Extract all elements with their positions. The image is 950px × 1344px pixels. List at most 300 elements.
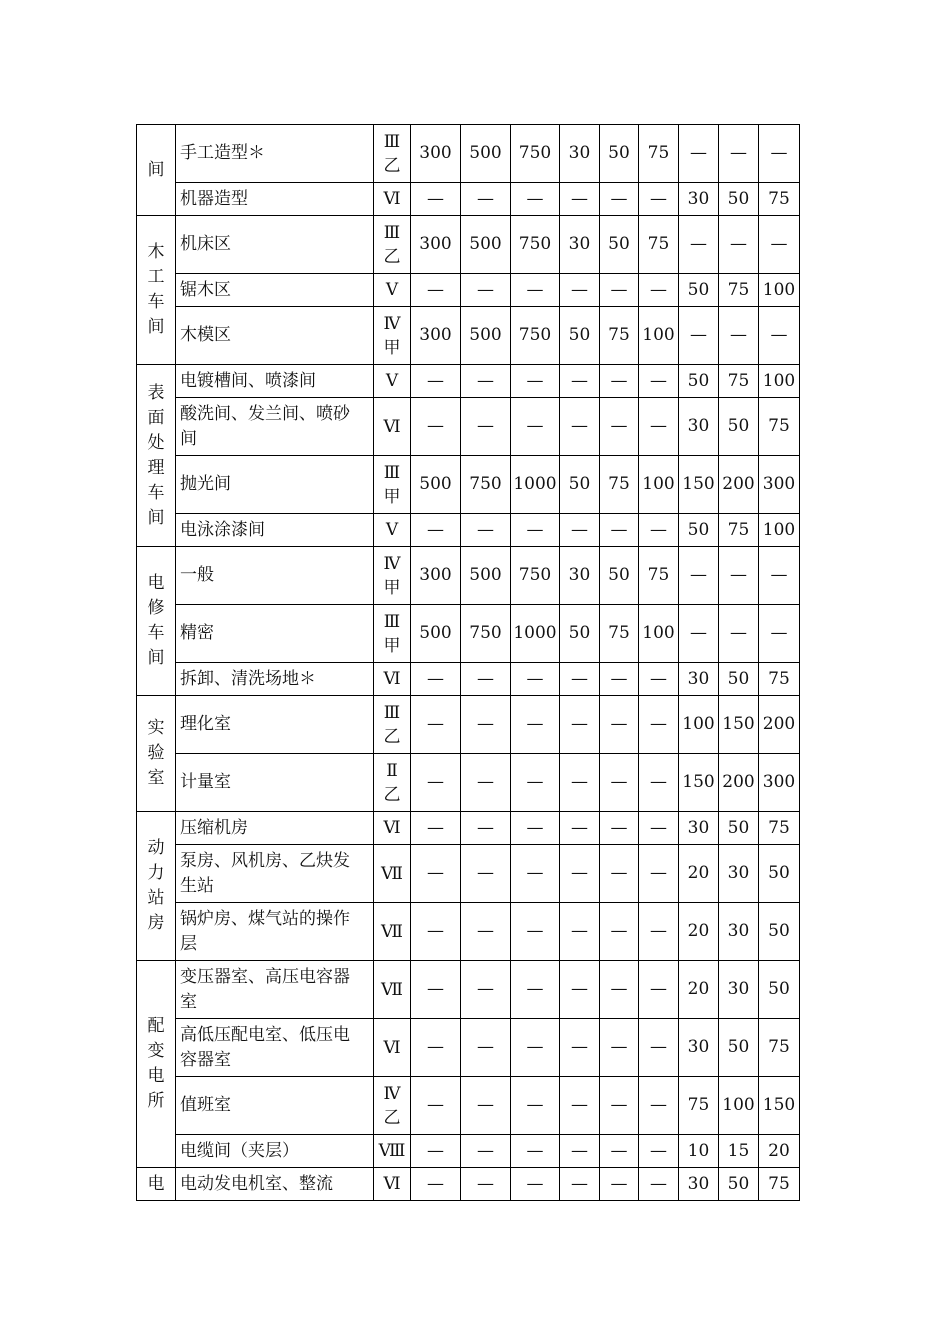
illuminance-value-cell: 30 bbox=[719, 845, 759, 903]
illuminance-value-cell: 75 bbox=[759, 183, 800, 216]
illuminance-value-cell: — bbox=[719, 307, 759, 365]
level-line: 甲 bbox=[383, 337, 401, 358]
table-row bbox=[137, 961, 800, 1019]
illuminance-value-cell: 50 bbox=[600, 216, 639, 274]
illuminance-value-cell: 100 bbox=[759, 274, 800, 307]
illumination-level-cell bbox=[374, 961, 411, 1019]
illuminance-value-cell: 100 bbox=[759, 514, 800, 547]
illumination-level-cell bbox=[374, 456, 411, 514]
illuminance-value-cell: — bbox=[511, 696, 560, 754]
group-label-char: 室 bbox=[147, 768, 165, 788]
illuminance-value-cell: — bbox=[719, 547, 759, 605]
table-row bbox=[137, 216, 800, 274]
group-label-cell bbox=[137, 547, 176, 696]
table-row bbox=[137, 183, 800, 216]
level-line: 甲 bbox=[383, 486, 401, 507]
illuminance-value-cell: 30 bbox=[560, 125, 600, 183]
group-label-char: 间 bbox=[147, 507, 165, 528]
illuminance-value-cell: — bbox=[639, 845, 679, 903]
illuminance-value-cell: 200 bbox=[719, 456, 759, 514]
group-label-char: 车 bbox=[147, 292, 165, 312]
illuminance-value-cell: — bbox=[600, 365, 639, 398]
illuminance-value-cell: — bbox=[759, 216, 800, 274]
illuminance-value-cell: 100 bbox=[639, 307, 679, 365]
level-line: Ⅳ bbox=[383, 553, 401, 574]
illuminance-value-cell: 75 bbox=[759, 812, 800, 845]
illumination-level-cell bbox=[374, 125, 411, 183]
table-row bbox=[137, 456, 800, 514]
illuminance-value-cell: 50 bbox=[719, 812, 759, 845]
illuminance-value-cell: 75 bbox=[600, 307, 639, 365]
illumination-level-cell bbox=[374, 1019, 411, 1077]
location-name-cell: 泵房、风机房、乙炔发生站 bbox=[176, 845, 374, 903]
table-body bbox=[137, 125, 800, 1201]
illuminance-value-cell: 500 bbox=[461, 547, 511, 605]
illuminance-value-cell: 300 bbox=[759, 456, 800, 514]
level-line: Ⅴ bbox=[385, 280, 399, 300]
illuminance-value-cell: 500 bbox=[461, 125, 511, 183]
illuminance-value-cell: — bbox=[511, 1077, 560, 1135]
illuminance-value-cell: 50 bbox=[719, 398, 759, 456]
illuminance-value-cell: — bbox=[511, 514, 560, 547]
illuminance-value-cell: 20 bbox=[759, 1135, 800, 1168]
illuminance-value-cell: 75 bbox=[759, 1168, 800, 1201]
level-line: 乙 bbox=[383, 155, 401, 176]
group-label-char: 站 bbox=[147, 888, 165, 908]
illuminance-value-cell: 75 bbox=[719, 514, 759, 547]
location-name-cell: 电缆间（夹层） bbox=[176, 1135, 374, 1168]
illuminance-value-cell: — bbox=[679, 307, 719, 365]
illuminance-value-cell: 75 bbox=[759, 398, 800, 456]
illuminance-value-cell: — bbox=[759, 547, 800, 605]
group-label-cell bbox=[137, 1168, 176, 1201]
illuminance-value-cell: 500 bbox=[461, 307, 511, 365]
illuminance-value-cell: — bbox=[411, 398, 461, 456]
illuminance-value-cell: — bbox=[511, 903, 560, 961]
illuminance-value-cell: — bbox=[759, 605, 800, 663]
illuminance-value-cell: — bbox=[461, 1135, 511, 1168]
illuminance-value-cell: 100 bbox=[639, 605, 679, 663]
illuminance-value-cell: — bbox=[560, 514, 600, 547]
table-row bbox=[137, 605, 800, 663]
illuminance-value-cell: — bbox=[759, 125, 800, 183]
illuminance-value-cell: — bbox=[560, 365, 600, 398]
illuminance-value-cell: 30 bbox=[679, 812, 719, 845]
level-line: Ⅶ bbox=[381, 863, 403, 884]
level-line: Ⅴ bbox=[385, 520, 399, 540]
group-label-char: 变 bbox=[147, 1041, 165, 1061]
table-row bbox=[137, 365, 800, 398]
table-row bbox=[137, 903, 800, 961]
illuminance-value-cell: — bbox=[461, 961, 511, 1019]
illuminance-value-cell: — bbox=[639, 754, 679, 812]
illuminance-value-cell: 500 bbox=[411, 456, 461, 514]
illuminance-value-cell: 50 bbox=[719, 663, 759, 696]
illuminance-value-cell: — bbox=[560, 663, 600, 696]
illuminance-value-cell: 50 bbox=[759, 961, 800, 1019]
illuminance-value-cell: — bbox=[560, 274, 600, 307]
illuminance-value-cell: 750 bbox=[461, 605, 511, 663]
location-name-cell: 值班室 bbox=[176, 1077, 374, 1135]
level-line: Ⅲ bbox=[383, 611, 401, 632]
illuminance-value-cell: — bbox=[511, 812, 560, 845]
illuminance-value-cell: 300 bbox=[411, 125, 461, 183]
illuminance-value-cell: — bbox=[411, 1077, 461, 1135]
illuminance-value-cell: 15 bbox=[719, 1135, 759, 1168]
illuminance-value-cell: 100 bbox=[679, 696, 719, 754]
illuminance-value-cell: 30 bbox=[679, 183, 719, 216]
illuminance-value-cell: — bbox=[560, 754, 600, 812]
group-label-char: 间 bbox=[147, 159, 165, 180]
group-label-cell bbox=[137, 365, 176, 547]
illuminance-value-cell: — bbox=[600, 1077, 639, 1135]
level-line: Ⅱ bbox=[386, 760, 398, 781]
illuminance-value-cell: — bbox=[560, 903, 600, 961]
location-name-cell: 机床区 bbox=[176, 216, 374, 274]
group-label-char: 车 bbox=[147, 482, 165, 503]
group-label-char: 处 bbox=[147, 432, 165, 453]
location-name-cell: 抛光间 bbox=[176, 456, 374, 514]
location-name-cell: 酸洗间、发兰间、喷砂间 bbox=[176, 398, 374, 456]
illuminance-value-cell: 30 bbox=[679, 1168, 719, 1201]
illuminance-value-cell: — bbox=[411, 1135, 461, 1168]
illuminance-value-cell: — bbox=[411, 1019, 461, 1077]
illuminance-value-cell: — bbox=[461, 1019, 511, 1077]
table-row bbox=[137, 663, 800, 696]
illuminance-value-cell: — bbox=[600, 845, 639, 903]
illumination-level-cell bbox=[374, 547, 411, 605]
illuminance-value-cell: 300 bbox=[411, 547, 461, 605]
illuminance-value-cell: — bbox=[411, 274, 461, 307]
group-label-cell bbox=[137, 125, 176, 216]
illuminance-value-cell: — bbox=[639, 903, 679, 961]
illuminance-value-cell: 1000 bbox=[511, 456, 560, 514]
illuminance-value-cell: — bbox=[639, 812, 679, 845]
illuminance-value-cell: — bbox=[639, 398, 679, 456]
group-label-char: 验 bbox=[147, 743, 165, 763]
location-name-cell: 变压器室、高压电容器室 bbox=[176, 961, 374, 1019]
illuminance-value-cell: — bbox=[411, 183, 461, 216]
table-row bbox=[137, 754, 800, 812]
location-name-cell: 木模区 bbox=[176, 307, 374, 365]
level-line: Ⅵ bbox=[383, 416, 401, 437]
group-label-char: 表 bbox=[147, 382, 165, 403]
illuminance-value-cell: — bbox=[461, 274, 511, 307]
illuminance-value-cell: — bbox=[511, 961, 560, 1019]
illuminance-value-cell: 30 bbox=[679, 398, 719, 456]
illuminance-value-cell: — bbox=[511, 183, 560, 216]
illuminance-value-cell: 75 bbox=[719, 365, 759, 398]
illuminance-value-cell: — bbox=[679, 547, 719, 605]
illuminance-value-cell: — bbox=[461, 903, 511, 961]
level-line: Ⅲ bbox=[383, 462, 401, 483]
illuminance-value-cell: — bbox=[560, 812, 600, 845]
illuminance-value-cell: — bbox=[511, 365, 560, 398]
group-label-char: 房 bbox=[147, 913, 165, 933]
illuminance-value-cell: — bbox=[511, 1168, 560, 1201]
location-name-cell: 精密 bbox=[176, 605, 374, 663]
level-line: 甲 bbox=[383, 577, 401, 598]
illuminance-table bbox=[136, 124, 800, 1201]
group-label-char: 电 bbox=[147, 1173, 165, 1194]
illuminance-value-cell: — bbox=[600, 514, 639, 547]
illumination-level-cell bbox=[374, 307, 411, 365]
group-label-char: 配 bbox=[147, 1016, 165, 1036]
level-line: 乙 bbox=[383, 784, 401, 805]
illuminance-value-cell: 30 bbox=[719, 961, 759, 1019]
illuminance-value-cell: — bbox=[639, 1077, 679, 1135]
illuminance-value-cell: — bbox=[639, 365, 679, 398]
location-name-cell: 锅炉房、煤气站的操作层 bbox=[176, 903, 374, 961]
illuminance-value-cell: — bbox=[560, 1135, 600, 1168]
illuminance-value-cell: 30 bbox=[679, 663, 719, 696]
illuminance-value-cell: — bbox=[560, 845, 600, 903]
location-name-cell: 机器造型 bbox=[176, 183, 374, 216]
illumination-level-cell bbox=[374, 754, 411, 812]
illuminance-value-cell: 50 bbox=[719, 1019, 759, 1077]
illuminance-value-cell: 50 bbox=[560, 307, 600, 365]
illuminance-value-cell: — bbox=[600, 812, 639, 845]
illuminance-value-cell: 750 bbox=[461, 456, 511, 514]
illuminance-value-cell: — bbox=[411, 696, 461, 754]
illuminance-value-cell: 50 bbox=[600, 547, 639, 605]
illuminance-value-cell: 750 bbox=[511, 125, 560, 183]
location-name-cell: 计量室 bbox=[176, 754, 374, 812]
group-label-char: 工 bbox=[147, 267, 165, 287]
illumination-level-cell bbox=[374, 696, 411, 754]
illumination-level-cell bbox=[374, 274, 411, 307]
illuminance-value-cell: — bbox=[461, 1168, 511, 1201]
illuminance-value-cell: 50 bbox=[679, 365, 719, 398]
group-label-char: 面 bbox=[147, 407, 165, 428]
illuminance-value-cell: — bbox=[461, 696, 511, 754]
illuminance-value-cell: — bbox=[560, 1168, 600, 1201]
illuminance-value-cell: — bbox=[639, 514, 679, 547]
illumination-level-cell bbox=[374, 812, 411, 845]
level-line: Ⅵ bbox=[383, 669, 401, 689]
illuminance-value-cell: 50 bbox=[560, 605, 600, 663]
illuminance-value-cell: 75 bbox=[759, 663, 800, 696]
illuminance-value-cell: — bbox=[679, 605, 719, 663]
illumination-level-cell bbox=[374, 514, 411, 547]
table-row bbox=[137, 514, 800, 547]
illuminance-value-cell: — bbox=[461, 663, 511, 696]
illuminance-value-cell: — bbox=[411, 961, 461, 1019]
illuminance-value-cell: — bbox=[511, 398, 560, 456]
illuminance-value-cell: — bbox=[461, 812, 511, 845]
illuminance-value-cell: — bbox=[679, 216, 719, 274]
illuminance-value-cell: — bbox=[719, 125, 759, 183]
illuminance-value-cell: — bbox=[600, 398, 639, 456]
illumination-level-cell bbox=[374, 1168, 411, 1201]
illuminance-value-cell: — bbox=[411, 845, 461, 903]
illuminance-value-cell: — bbox=[461, 845, 511, 903]
illuminance-value-cell: — bbox=[600, 1135, 639, 1168]
illuminance-value-cell: 500 bbox=[461, 216, 511, 274]
illuminance-value-cell: 30 bbox=[679, 1019, 719, 1077]
table-row bbox=[137, 125, 800, 183]
level-line: Ⅴ bbox=[385, 371, 399, 391]
illumination-level-cell bbox=[374, 845, 411, 903]
illuminance-value-cell: 20 bbox=[679, 903, 719, 961]
illuminance-value-cell: 300 bbox=[411, 307, 461, 365]
illuminance-value-cell: — bbox=[639, 1168, 679, 1201]
illuminance-value-cell: — bbox=[411, 754, 461, 812]
illuminance-value-cell: — bbox=[511, 1135, 560, 1168]
illumination-level-cell bbox=[374, 1077, 411, 1135]
illuminance-value-cell: — bbox=[511, 1019, 560, 1077]
illuminance-value-cell: 150 bbox=[679, 754, 719, 812]
illuminance-value-cell: 50 bbox=[719, 1168, 759, 1201]
level-line: Ⅲ bbox=[383, 702, 401, 723]
illuminance-value-cell: — bbox=[759, 307, 800, 365]
level-line: Ⅳ bbox=[383, 1083, 401, 1104]
illuminance-value-cell: — bbox=[411, 1168, 461, 1201]
illuminance-value-cell: 30 bbox=[719, 903, 759, 961]
illuminance-value-cell: — bbox=[600, 696, 639, 754]
table-row bbox=[137, 1168, 800, 1201]
illuminance-value-cell: 20 bbox=[679, 845, 719, 903]
illuminance-value-cell: — bbox=[461, 1077, 511, 1135]
level-line: Ⅵ bbox=[383, 1174, 401, 1194]
group-label-char: 木 bbox=[147, 242, 165, 262]
illuminance-value-cell: — bbox=[560, 183, 600, 216]
level-line: Ⅲ bbox=[383, 131, 401, 152]
illuminance-value-cell: 150 bbox=[679, 456, 719, 514]
illuminance-value-cell: — bbox=[461, 365, 511, 398]
group-label-char: 所 bbox=[147, 1091, 165, 1111]
location-name-cell: 压缩机房 bbox=[176, 812, 374, 845]
illuminance-value-cell: 75 bbox=[719, 274, 759, 307]
illuminance-value-cell: — bbox=[461, 514, 511, 547]
table-row bbox=[137, 1019, 800, 1077]
illuminance-value-cell: — bbox=[600, 961, 639, 1019]
illumination-level-cell bbox=[374, 216, 411, 274]
level-line: Ⅵ bbox=[383, 189, 401, 209]
illuminance-value-cell: 75 bbox=[639, 547, 679, 605]
illuminance-value-cell: 30 bbox=[560, 216, 600, 274]
illuminance-value-cell: 75 bbox=[639, 216, 679, 274]
group-label-char: 车 bbox=[147, 623, 165, 643]
illuminance-value-cell: — bbox=[600, 183, 639, 216]
illumination-level-cell bbox=[374, 605, 411, 663]
illuminance-value-cell: — bbox=[511, 754, 560, 812]
illuminance-value-cell: 100 bbox=[759, 365, 800, 398]
illuminance-value-cell: — bbox=[639, 961, 679, 1019]
illuminance-value-cell: 50 bbox=[600, 125, 639, 183]
table-row bbox=[137, 845, 800, 903]
illuminance-value-cell: 750 bbox=[511, 547, 560, 605]
illumination-level-cell bbox=[374, 903, 411, 961]
level-line: Ⅷ bbox=[378, 1141, 406, 1161]
illuminance-value-cell: — bbox=[511, 845, 560, 903]
illuminance-value-cell: 300 bbox=[759, 754, 800, 812]
illuminance-value-cell: 75 bbox=[679, 1077, 719, 1135]
group-label-char: 间 bbox=[147, 317, 165, 337]
illuminance-value-cell: — bbox=[511, 663, 560, 696]
group-label-char: 修 bbox=[147, 598, 165, 618]
level-line: Ⅵ bbox=[383, 818, 401, 838]
illuminance-value-cell: 75 bbox=[600, 605, 639, 663]
illumination-level-cell bbox=[374, 398, 411, 456]
illuminance-value-cell: 20 bbox=[679, 961, 719, 1019]
illuminance-value-cell: 75 bbox=[759, 1019, 800, 1077]
location-name-cell: 锯木区 bbox=[176, 274, 374, 307]
illuminance-value-cell: 500 bbox=[411, 605, 461, 663]
illuminance-value-cell: — bbox=[560, 398, 600, 456]
group-label-char: 实 bbox=[147, 718, 165, 738]
group-label-char: 电 bbox=[147, 573, 165, 593]
illuminance-value-cell: — bbox=[560, 961, 600, 1019]
location-name-cell: 高低压配电室、低压电容器室 bbox=[176, 1019, 374, 1077]
group-label-cell bbox=[137, 216, 176, 365]
illuminance-value-cell: 50 bbox=[679, 274, 719, 307]
group-label-char: 动 bbox=[147, 838, 165, 858]
illuminance-value-cell: — bbox=[560, 696, 600, 754]
table-row bbox=[137, 547, 800, 605]
level-line: Ⅶ bbox=[381, 979, 403, 1000]
illuminance-value-cell: — bbox=[511, 274, 560, 307]
illuminance-value-cell: 50 bbox=[679, 514, 719, 547]
illuminance-value-cell: 150 bbox=[759, 1077, 800, 1135]
illuminance-value-cell: — bbox=[560, 1019, 600, 1077]
illuminance-value-cell: 750 bbox=[511, 307, 560, 365]
illuminance-value-cell: — bbox=[600, 663, 639, 696]
level-line: Ⅶ bbox=[381, 921, 403, 942]
location-name-cell: 手工造型＊ bbox=[176, 125, 374, 183]
group-label-cell bbox=[137, 812, 176, 961]
illumination-level-cell bbox=[374, 365, 411, 398]
group-label-cell bbox=[137, 696, 176, 812]
illuminance-value-cell: — bbox=[639, 1019, 679, 1077]
level-line: Ⅳ bbox=[383, 313, 401, 334]
location-name-cell: 理化室 bbox=[176, 696, 374, 754]
illuminance-value-cell: 100 bbox=[639, 456, 679, 514]
illuminance-value-cell: 30 bbox=[560, 547, 600, 605]
illuminance-value-cell: — bbox=[411, 903, 461, 961]
illuminance-value-cell: — bbox=[639, 274, 679, 307]
location-name-cell: 电动发电机室、整流 bbox=[176, 1168, 374, 1201]
illuminance-value-cell: — bbox=[461, 183, 511, 216]
table-row bbox=[137, 1077, 800, 1135]
location-name-cell: 一般 bbox=[176, 547, 374, 605]
illuminance-value-cell: 200 bbox=[719, 754, 759, 812]
table-row bbox=[137, 307, 800, 365]
table-row bbox=[137, 812, 800, 845]
location-name-cell: 电镀槽间、喷漆间 bbox=[176, 365, 374, 398]
illuminance-value-cell: 75 bbox=[639, 125, 679, 183]
group-label-char: 力 bbox=[147, 863, 165, 883]
illuminance-value-cell: 50 bbox=[759, 903, 800, 961]
illumination-level-cell bbox=[374, 183, 411, 216]
level-line: 乙 bbox=[383, 246, 401, 267]
table-row bbox=[137, 398, 800, 456]
level-line: 甲 bbox=[383, 635, 401, 656]
illuminance-value-cell: — bbox=[639, 183, 679, 216]
table-row bbox=[137, 1135, 800, 1168]
group-label-char: 电 bbox=[147, 1066, 165, 1086]
illuminance-value-cell: 10 bbox=[679, 1135, 719, 1168]
illuminance-value-cell: — bbox=[719, 605, 759, 663]
illuminance-value-cell: — bbox=[600, 274, 639, 307]
illuminance-value-cell: 200 bbox=[759, 696, 800, 754]
illuminance-value-cell: — bbox=[639, 696, 679, 754]
illuminance-value-cell: 75 bbox=[600, 456, 639, 514]
illuminance-value-cell: — bbox=[600, 754, 639, 812]
table-row bbox=[137, 274, 800, 307]
illuminance-value-cell: 750 bbox=[511, 216, 560, 274]
illuminance-value-cell: — bbox=[600, 903, 639, 961]
